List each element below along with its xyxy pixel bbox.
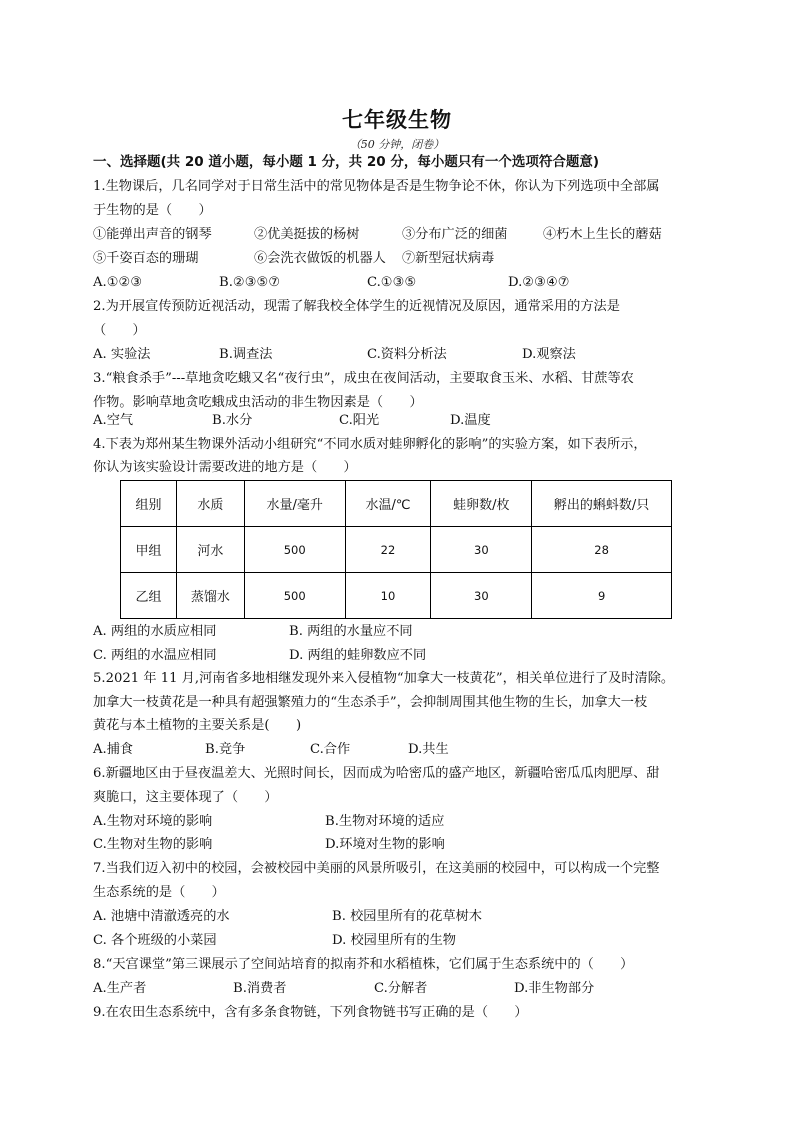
q5-option-c: C.合作: [310, 742, 351, 757]
q2-option-a: A. 实验法: [93, 347, 151, 362]
q1-option-b: B.②③⑤⑦: [219, 275, 281, 290]
table-header-cell: 水温/℃: [345, 481, 431, 527]
q5-option-a: A.捕食: [93, 742, 134, 757]
question-2-stem-cont: （ ）: [93, 323, 146, 338]
table-header-cell: 孵出的蝌蚪数/只: [532, 481, 672, 527]
table-cell: 10: [345, 573, 431, 619]
q1-item: ⑦新型冠状病毒: [402, 251, 495, 266]
q3-option-b: B.水分: [212, 413, 253, 428]
exam-duration-note: （50 分钟，闭卷）: [349, 138, 445, 151]
q7-option-c: C. 各个班级的小菜园: [93, 933, 217, 948]
q8-option-a: A.生产者: [93, 981, 147, 996]
q1-item: ⑥会洗衣做饭的机器人: [254, 251, 386, 266]
q4-option-c: C. 两组的水温应相同: [93, 648, 217, 663]
table-header-cell: 水质: [176, 481, 244, 527]
section-heading: 一、选择题(共 20 道小题，每小题 1 分，共 20 分，每小题只有一个选项符合题意): [93, 154, 600, 170]
question-7-stem-cont: 生态系统的是（ ）: [93, 885, 225, 900]
table-cell: 500: [244, 527, 345, 573]
table-cell: 9: [532, 573, 672, 619]
q1-option-d: D.②③④⑦: [508, 275, 570, 290]
q2-option-c: C.资料分析法: [367, 347, 447, 362]
table-header-row: [121, 481, 672, 527]
question-5-stem-cont: 黄花与本土植物的主要关系是( ): [93, 718, 302, 733]
q6-option-d: D.环境对生物的影响: [325, 837, 445, 852]
q4-option-d: D. 两组的蛙卵数应不同: [289, 648, 427, 663]
question-5-stem: 5.2021 年 11 月,河南省多地相继发现外来入侵植物“加拿大一枝黄花”，相关单位进行了及时清除。: [93, 671, 675, 686]
table-cell: 乙组: [121, 573, 177, 619]
q1-option-a: A.①②③: [93, 275, 143, 290]
table-cell: 30: [431, 573, 532, 619]
q1-item: ③分布广泛的细菌: [402, 227, 508, 242]
q4-option-b: B. 两组的水量应不同: [289, 624, 413, 639]
q3-option-a: A.空气: [93, 413, 134, 428]
experiment-table: [120, 480, 672, 619]
q7-option-b: B. 校园里所有的花草树木: [332, 909, 482, 924]
table-cell: 30: [431, 527, 532, 573]
question-3-stem: 3.“粮食杀手”---草地贪吃蛾又名“夜行虫”，成虫在夜间活动，主要取食玉米、水稻、甘蔗等农: [93, 371, 634, 386]
q8-option-b: B.消费者: [233, 981, 287, 996]
q8-option-c: C.分解者: [374, 981, 428, 996]
question-6-stem: 6.新疆地区由于昼夜温差大、光照时间长，因而成为哈密瓜的盛产地区，新疆哈密瓜瓜肉肥厚、甜: [93, 766, 660, 781]
table-header-cell: 组别: [121, 481, 177, 527]
q1-item: ④朽木上生长的蘑菇: [543, 227, 662, 242]
q5-option-b: B.竞争: [205, 742, 246, 757]
table-cell: 河水: [176, 527, 244, 573]
q6-option-a: A.生物对环境的影响: [93, 814, 213, 829]
question-4-stem-cont: 你认为该实验设计需要改进的地方是（ ）: [93, 460, 357, 475]
table-row: [121, 573, 672, 619]
q3-option-c: C.阳光: [339, 413, 380, 428]
question-4-stem: 4.下表为郑州某生物课外活动小组研究“不同水质对蛙卵孵化的影响”的实验方案，如下表所示，: [93, 437, 647, 452]
question-1-stem: 1.生物课后，几名同学对于日常生活中的常见物体是否是生物争论不休，你认为下列选项中全部属: [93, 179, 660, 194]
question-6-stem-cont: 爽脆口，这主要体现了（ ）: [93, 790, 278, 805]
table-cell: 22: [345, 527, 431, 573]
q6-option-c: C.生物对生物的影响: [93, 837, 213, 852]
question-3-stem-cont: 作物。影响草地贪吃蛾成虫活动的非生物因素是（ ）: [93, 395, 423, 410]
q1-item: ⑤千姿百态的珊瑚: [93, 251, 199, 266]
q4-option-a: A. 两组的水质应相同: [93, 624, 217, 639]
question-1-stem-cont: 于生物的是（ ）: [93, 203, 212, 218]
table-header-cell: 蛙卵数/枚: [431, 481, 532, 527]
q5-option-d: D.共生: [408, 742, 449, 757]
table-cell: 甲组: [121, 527, 177, 573]
table-cell: 蒸馏水: [176, 573, 244, 619]
question-7-stem: 7.当我们迈入初中的校园，会被校园中美丽的风景所吸引，在这美丽的校园中，可以构成一个完整: [93, 861, 660, 876]
question-8-stem: 8.“天宫课堂”第三课展示了空间站培育的拟南芥和水稻植株，它们属于生态系统中的（ ）: [93, 957, 634, 972]
q3-option-d: D.温度: [450, 413, 491, 428]
q1-item: ①能弹出声音的钢琴: [93, 227, 212, 242]
table-cell: 500: [244, 573, 345, 619]
q7-option-a: A. 池塘中清澈透亮的水: [93, 909, 230, 924]
question-5-stem-cont: 加拿大一枝黄花是一种具有超强繁殖力的“生态杀手”，会抑制周围其他生物的生长，加拿大一枝: [93, 695, 648, 710]
page-title: 七年级生物: [342, 108, 452, 132]
table-row: [121, 527, 672, 573]
question-9-stem: 9.在农田生态系统中，含有多条食物链，下列食物链书写正确的是（ ）: [93, 1005, 528, 1020]
q6-option-b: B.生物对环境的适应: [325, 814, 445, 829]
question-2-stem: 2.为开展宣传预防近视活动，现需了解我校全体学生的近视情况及原因，通常采用的方法是: [93, 299, 620, 314]
q8-option-d: D.非生物部分: [514, 981, 595, 996]
q1-item: ②优美挺拔的杨树: [254, 227, 360, 242]
q7-option-d: D. 校园里所有的生物: [332, 933, 456, 948]
table-header-cell: 水量/毫升: [244, 481, 345, 527]
table-cell: 28: [532, 527, 672, 573]
q2-option-d: D.观察法: [522, 347, 576, 362]
q1-option-c: C.①③⑤: [367, 275, 417, 290]
q2-option-b: B.调查法: [219, 347, 273, 362]
